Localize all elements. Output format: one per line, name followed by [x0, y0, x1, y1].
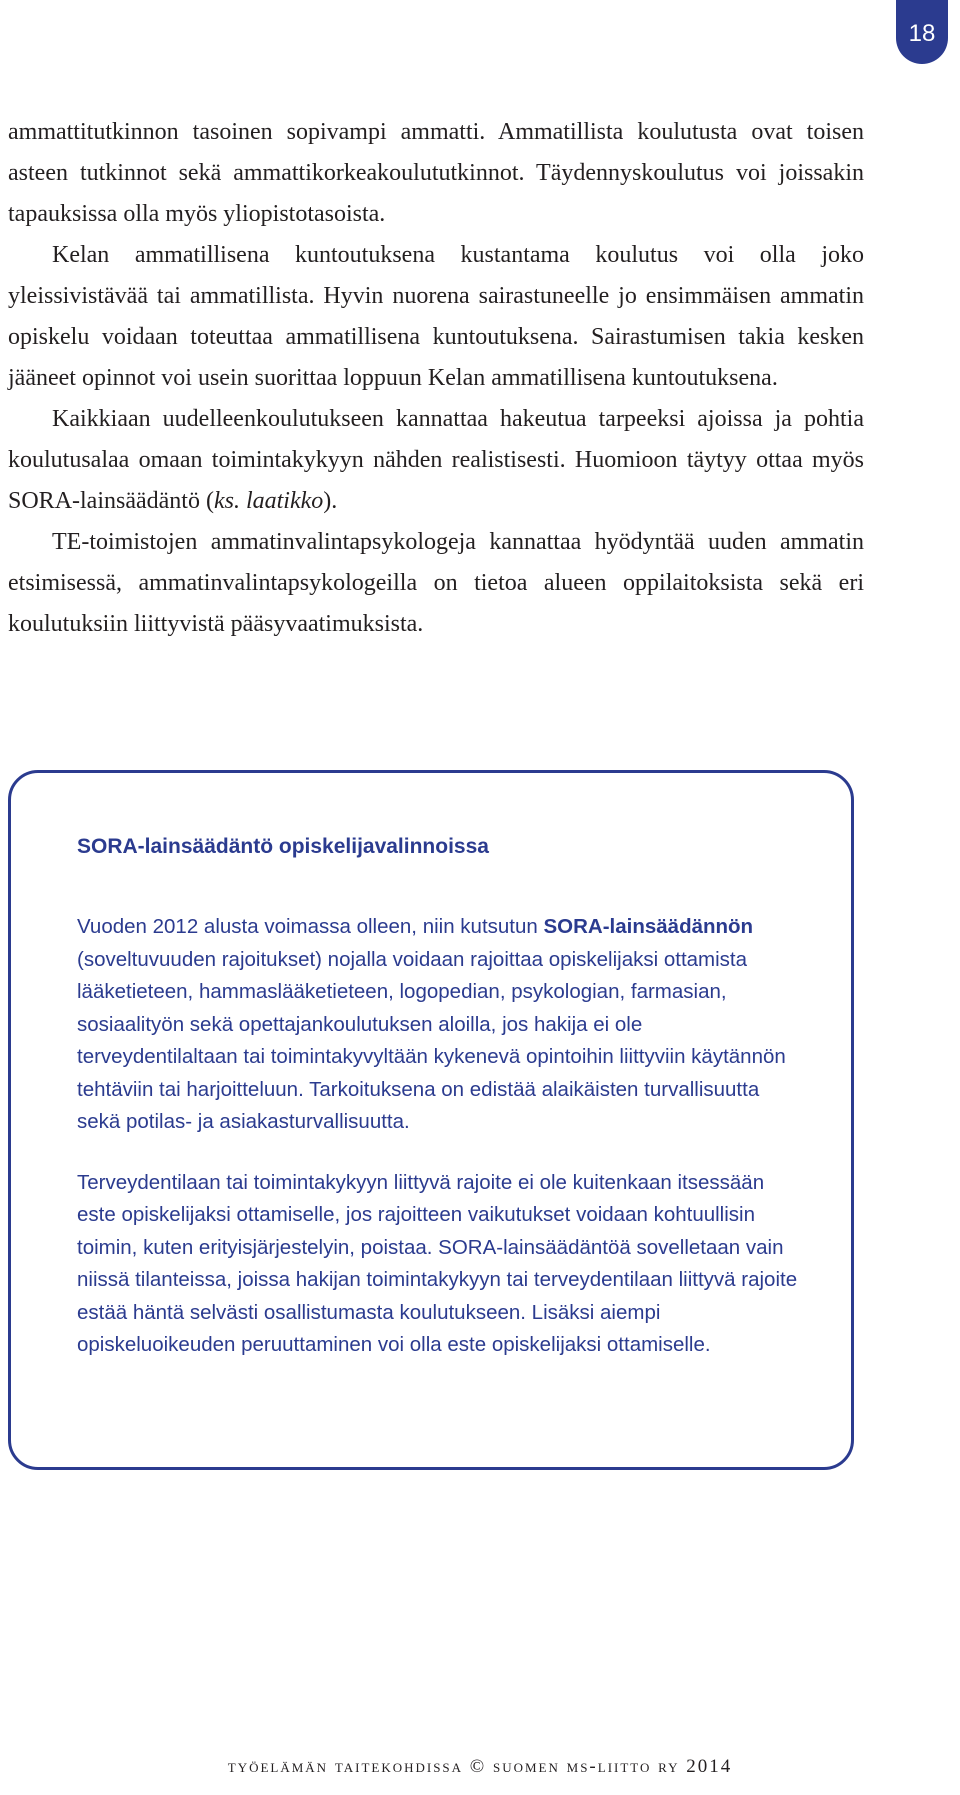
body-paragraph-3-end: ). [323, 488, 338, 514]
info-box-p1-start: Vuoden 2012 alusta voimassa olleen, niin kutsutun [77, 915, 544, 938]
body-paragraph-4: TE-toimistojen ammatinvalintapsykologeja kannattaa hyödyntää uuden ammatin etsimisessä, ammatinvalintapsykologeilla on tietoa alueen oppilaitoksista sekä eri koulutuksiin liittyvistä pääsyvaatimuksista. [8, 529, 864, 637]
box-reference: ks. laatikko [213, 488, 324, 514]
page-number: 18 [908, 20, 936, 47]
info-box-p1-rest: (soveltuvuuden rajoitukset) nojalla voidaan rajoittaa opiskelijaksi ottamista lääketieteen, hammaslääketieteen, logopedian, psykologian, farmasian, sosiaalityön sekä opettajankoulutuksen aloilla, jos hakija ei ole terveydentilaltaan tai toimintakyvyltään kykenevä opintoihin liittyviin käytännön tehtäviin tai harjoitteluun. Tarkoituksena on edistää alaikäisten turvallisuutta sekä potilas- ja asiakasturvallisuutta. [77, 947, 786, 1133]
body-paragraph-3 [8, 399, 864, 522]
info-box-paragraph-2: Terveydentilaan tai toimintakykyyn liittyvä rajoite ei ole kuitenkaan itsessään este opiskelijaksi ottamiselle, jos rajoitteen vaikutukset voidaan kohtuullisin toimin, kuten erityisjärjestelyin, poistaa. SORA-lainsäädäntöä sovelletaan vain niissä tilanteissa, joissa hakijan toimintakykyyn tai terveydentilaan liittyvä rajoite estää häntä selvästi osallistumasta koulutukseen. Lisäksi aiempi opiskeluoikeuden peruuttaminen voi olla este opiskelijaksi ottamiselle. [77, 1170, 798, 1356]
body-text [8, 112, 864, 645]
info-box-paragraph-1 [77, 911, 803, 1139]
body-paragraph-3-text: Kaikkiaan uudelleenkoulutukseen kannattaa hakeutua tarpeeksi ajoissa ja pohtia koulutusalaa omaan toimintakykyyn nähden realistisesti. Huomioon täytyy ottaa myös SORA-lainsäädäntö ( [8, 406, 864, 514]
body-paragraph-2: Kelan ammatillisena kuntoutuksena kustantama koulutus voi olla joko yleissivistävää tai ammatillista. Hyvin nuorena sairastuneelle jo ensimmäisen ammatin opiskelu voidaan toteuttaa ammatillisena kuntoutuksena. Sairastumisen takia kesken jääneet opinnot voi usein suorittaa loppuun Kelan ammatillisena kuntoutuksena. [8, 242, 864, 391]
page-footer: työelämän taitekohdissa © suomen ms-liitto ry 2014 [227, 1756, 733, 1777]
body-paragraph-1: ammattitutkinnon tasoinen sopivampi ammatti. Ammatillista koulutusta ovat toisen asteen tutkinnot sekä ammattikorkeakoulututkinnot. Täydennyskoulutus voi joissakin tapauksissa olla myös yliopistotasoista. [8, 119, 864, 227]
info-box-p1-bold: SORA-lainsäädännön [543, 915, 754, 938]
info-box-content [77, 833, 803, 1362]
sora-info-box [8, 770, 854, 1470]
info-box-title: SORA-lainsäädäntö opiskelijavalinnoissa [77, 835, 489, 858]
page-number-badge [896, 0, 948, 64]
